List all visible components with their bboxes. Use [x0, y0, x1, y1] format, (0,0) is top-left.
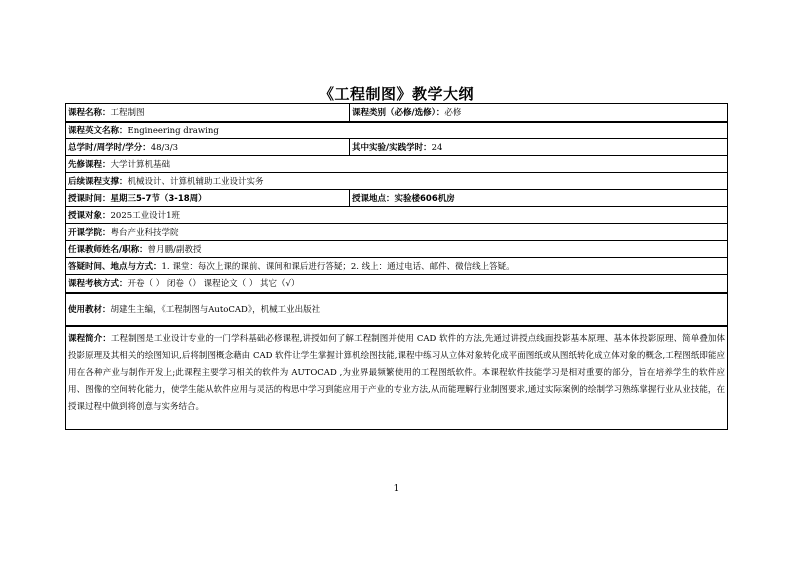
course-category-value: 必修 — [444, 108, 462, 119]
qa-value: 1. 课堂：每次上课的课前、课间和课后进行答疑；2. 线上：通过电话、邮件、微信线上答疑。 — [161, 262, 515, 272]
teach-place-value: 实验楼606机房 — [394, 194, 455, 204]
intro-label: 课程简介： — [68, 333, 111, 344]
teach-place-label: 授课地点： — [352, 194, 395, 204]
college-label: 开课学院： — [68, 228, 111, 238]
hours-value: 48/3/3 — [150, 143, 179, 153]
followup-value: 机械设计、计算机辅助工业设计实务 — [127, 177, 264, 187]
teacher-value: 曾月鹏/副教授 — [147, 245, 202, 255]
course-category-label: 课程类别（必修/选修）： — [352, 108, 445, 119]
lab-hours-value: 24 — [431, 143, 443, 153]
row-audience — [66, 207, 728, 224]
assessment-label: 课程考核方式： — [68, 279, 128, 290]
row-assessment — [66, 275, 728, 293]
row-textbook — [66, 293, 728, 326]
course-name-label: 课程名称： — [68, 108, 111, 119]
row-followup — [66, 173, 728, 190]
teach-time-value: 星期三5-7节（3-18周） — [110, 194, 207, 204]
prereq-label: 先修课程： — [68, 160, 111, 170]
course-english-label: 课程英文名称： — [68, 126, 128, 137]
hours-label: 总学时/周学时/学分： — [68, 143, 151, 153]
audience-label: 授课对象： — [68, 211, 111, 221]
textbook-value: 胡建生主编，《工程制图与AutoCAD》，机械工业出版社 — [110, 305, 321, 315]
course-name-value: 工程制图 — [110, 108, 145, 119]
college-value: 粤台产业科技学院 — [110, 228, 179, 238]
teach-time-label: 授课时间： — [68, 194, 111, 204]
followup-label: 后续课程支撑： — [68, 177, 128, 187]
row-course-name — [66, 104, 728, 122]
row-qa — [66, 258, 728, 275]
teacher-label: 任课教师姓名/职称： — [68, 245, 148, 255]
row-college — [66, 224, 728, 241]
qa-label: 答疑时间、地点与方式： — [68, 262, 162, 272]
row-teach-time — [66, 190, 728, 207]
row-teacher — [66, 241, 728, 258]
textbook-label: 使用教材： — [68, 305, 111, 315]
document-title: 《工程制图》教学大纲 — [318, 85, 474, 103]
lab-hours-label: 其中实验/实践学时： — [352, 143, 432, 153]
row-course-english — [66, 122, 728, 139]
syllabus-table — [65, 103, 728, 430]
row-prereq — [66, 156, 728, 173]
page-number: 1 — [393, 484, 400, 494]
intro-value: 工程制图是工业设计专业的一门学科基础必修课程,讲授如何了解工程制图并使用 CAD 软件的方法,先通过讲授点线面投影基本原理、基本体投影原理、简单叠加体投影原理及其相关的绘图知识,后将制图概念藉由 CAD 软件让学生掌握计算机绘图技能,课程中练习从立体对象转化成平面图纸或从图纸转化成立体对象的概念,工程图纸即能应用在各种产业与制作开发上;此课程主要学习相关的软件为 AUTOCAD ,为业界最频繁使用的工程图纸软件。本课程软件技能学习是相对重要的部分，旨在培养学生的软件应用、图像的空间转化能力，使学生能从软件应用与灵活的构思中学习到能应用于产业的专业方法,从而能理解行业制图要求,通过实际案例的绘制学习熟练掌握行业从业技能，在授课过程中做到将创意与实务结合。 — [68, 333, 725, 412]
assessment-value: 开卷（ ） 闭卷（） 课程论文（ ） 其它（√） — [127, 279, 300, 290]
row-intro — [66, 326, 728, 430]
row-hours — [66, 139, 728, 156]
audience-value: 2025工业设计1班 — [110, 211, 181, 221]
course-english-value: Engineering drawing — [127, 126, 219, 137]
prereq-value: 大学计算机基础 — [110, 160, 171, 170]
